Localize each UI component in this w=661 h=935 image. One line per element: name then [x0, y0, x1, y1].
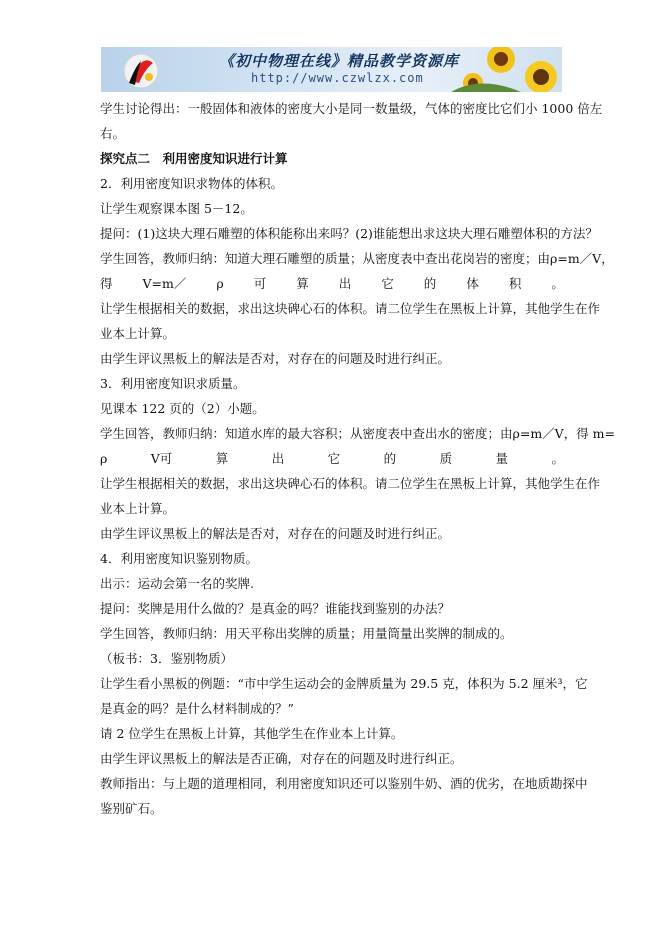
- justified-token: 体: [466, 276, 479, 291]
- paragraph-line: 见课本 122 页的（2）小题。: [100, 401, 265, 416]
- paragraph-line: 请 2 位学生在黑板上计算，其他学生在作业本上计算。: [100, 726, 404, 741]
- justified-token: 它: [381, 276, 394, 291]
- paragraph-line: 学生回答，教师归纳：知道水库的最大容积；从密度表中查出水的密度；由ρ=m／V，得 m=: [100, 426, 616, 441]
- paragraph-line: 教师指出：与上题的道理相同，利用密度知识还可以鉴别牛奶、酒的优劣，在地质勘探中: [100, 776, 588, 791]
- paragraph-line: 鉴别矿石。: [100, 801, 163, 816]
- justified-token: 质: [439, 451, 453, 466]
- sunflower-icon: [451, 47, 557, 92]
- paragraph-line: 让学生看小黑板的例题：“市中学生运动会的金牌质量为 29.5 克，体积为 5.2 厘米³，它: [100, 676, 588, 691]
- banner-title: 《初中物理在线》精品教学资源库: [219, 52, 460, 70]
- document-body: [100, 96, 616, 821]
- paragraph-line: 由学生评议黑板上的解法是否对，对存在的问题及时进行纠正。: [100, 351, 451, 366]
- justified-token: 的: [423, 276, 437, 291]
- paragraph-line: 提问：奖牌是用什么做的？是真金的吗？谁能找到鉴别的办法？: [100, 601, 451, 616]
- paragraph-line: 学生回答，教师归纳：知道大理石雕塑的质量；从密度表中查出花岗岩的密度；由ρ=m／V，: [100, 251, 614, 266]
- banner-url: http://www.czwlzx.com: [251, 71, 424, 85]
- paragraph-line: 学生讨论得出：一般固体和液体的密度大小是同一数量级，气体的密度比它们小 1000 倍左: [100, 101, 603, 116]
- justified-token: 的: [383, 451, 397, 466]
- justified-token: 算: [296, 276, 309, 291]
- paragraph-line: 由学生评议黑板上的解法是否正确，对存在的问题及时进行纠正。: [100, 751, 463, 766]
- paragraph-line: 4．利用密度知识鉴别物质。: [100, 551, 258, 566]
- header-banner: [101, 47, 562, 92]
- section-heading: 探究点二 利用密度知识进行计算: [100, 151, 288, 166]
- paragraph-line: 出示：运动会第一名的奖牌.: [100, 576, 254, 591]
- paragraph-line: 是真金的吗？是什么材料制成的？”: [100, 701, 294, 716]
- paragraph-line: 学生回答，教师归纳：用天平称出奖牌的质量；用量筒量出奖牌的制成的。: [100, 626, 513, 641]
- paragraph-line: 让学生根据相关的数据，求出这块碑心石的体积。请二位学生在黑板上计算，其他学生在作: [100, 301, 601, 316]
- justified-token: V=m／: [142, 276, 187, 291]
- justified-token: 积: [508, 276, 522, 291]
- justified-token: 。: [551, 451, 564, 466]
- justified-line: [100, 446, 564, 471]
- paragraph-line: 提问：(1)这块大理石雕塑的体积能称出来吗？(2)谁能想出求这块大理石雕塑体积的方法？: [100, 226, 598, 241]
- justified-token: 得: [100, 276, 113, 291]
- justified-token: 。: [551, 276, 564, 291]
- logo-icon: [124, 54, 158, 88]
- justified-line: [100, 271, 564, 296]
- justified-token: 它: [327, 451, 341, 466]
- paragraph-line: 2．利用密度知识求物体的体积。: [100, 176, 283, 191]
- paragraph-line: 3．利用密度知识求质量。: [100, 376, 246, 391]
- justified-token: 出: [338, 276, 352, 291]
- justified-token: 出: [271, 451, 285, 466]
- justified-token: V可: [150, 451, 173, 466]
- paragraph-line: （板书：3．鉴别物质）: [100, 651, 233, 666]
- paragraph-line: 让学生根据相关的数据，求出这块碑心石的体积。请二位学生在黑板上计算，其他学生在作: [100, 476, 601, 491]
- justified-token: 算: [215, 451, 229, 466]
- paragraph-line: 右。: [100, 126, 126, 141]
- justified-token: ρ: [216, 276, 224, 291]
- justified-token: 量: [495, 451, 509, 466]
- justified-token: 可: [253, 276, 267, 291]
- paragraph-line: 让学生观察课本图 5－12。: [100, 201, 253, 216]
- paragraph-line: 业本上计算。: [100, 501, 176, 516]
- paragraph-line: 由学生评议黑板上的解法是否对，对存在的问题及时进行纠正。: [100, 526, 451, 541]
- paragraph-line: 业本上计算。: [100, 326, 176, 341]
- justified-token: ρ: [100, 451, 108, 466]
